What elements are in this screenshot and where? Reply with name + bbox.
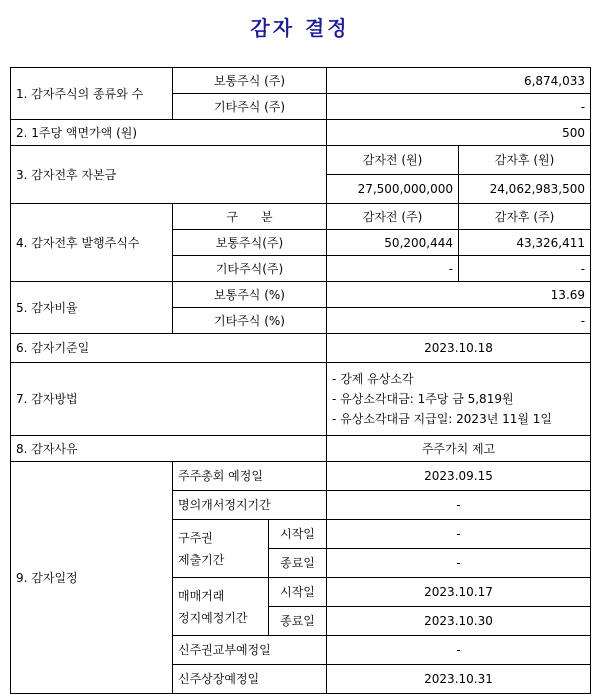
value-meeting-date: 2023.09.15 — [327, 462, 591, 491]
label-listing-date: 신주상장예정일 — [173, 665, 327, 694]
label-transfer-suspension: 명의개서정지기간 — [173, 491, 327, 520]
method-line: - 유상소각대금: 1주당 금 5,819원 — [332, 392, 514, 406]
header-issued-before: 감자전 (주) — [327, 204, 459, 230]
label-trade-line1: 매매거래 — [178, 588, 225, 603]
value-capital-after: 24,062,983,500 — [459, 175, 591, 204]
label-issued-shares: 4. 감자전후 발행주식수 — [11, 204, 173, 282]
value-par-value: 500 — [327, 120, 591, 146]
value-record-date: 2023.10.18 — [327, 334, 591, 363]
row-capital-header — [11, 146, 591, 175]
value-issued-common-after: 43,326,411 — [459, 230, 591, 256]
label-old-cert-line1: 구주권 — [178, 530, 213, 545]
label-common-shares: 보통주식 (주) — [173, 68, 327, 94]
value-trade-start: 2023.10.17 — [327, 578, 591, 607]
value-common-shares: 6,874,033 — [327, 68, 591, 94]
row-method — [11, 363, 591, 436]
method-line: - 강제 유상소각 — [332, 372, 414, 386]
value-ratio-other: - — [327, 308, 591, 334]
value-listing-date: 2023.10.31 — [327, 665, 591, 694]
value-trade-end: 2023.10.30 — [327, 607, 591, 636]
value-transfer-suspension: - — [327, 491, 591, 520]
page-title: 감자 결정 — [250, 16, 350, 40]
row-par-value — [11, 120, 591, 146]
value-other-shares: - — [327, 94, 591, 120]
label-trade-end: 종료일 — [269, 607, 327, 636]
value-ratio-common: 13.69 — [327, 282, 591, 308]
value-reason: 주주가치 제고 — [327, 436, 591, 462]
row-schedule-meeting — [11, 462, 591, 491]
label-other-shares: 기타주식 (주) — [173, 94, 327, 120]
row-ratio-common — [11, 282, 591, 308]
value-issued-other-after: - — [459, 256, 591, 282]
method-line: - 유상소각대금 지급일: 2023년 11월 1일 — [332, 412, 553, 426]
label-trade-suspension-period — [173, 578, 269, 636]
row-issued-header — [11, 204, 591, 230]
value-issued-other-before: - — [327, 256, 459, 282]
label-ratio-common: 보통주식 (%) — [173, 282, 327, 308]
value-old-cert-start: - — [327, 520, 591, 549]
label-reason: 8. 감자사유 — [11, 436, 327, 462]
value-old-cert-end: - — [327, 549, 591, 578]
label-old-cert-start: 시작일 — [269, 520, 327, 549]
value-method — [327, 363, 591, 436]
label-schedule: 9. 감자일정 — [11, 462, 173, 694]
value-new-cert-date: - — [327, 636, 591, 665]
label-meeting-date: 주주총회 예정일 — [173, 462, 327, 491]
label-method: 7. 감자방법 — [11, 363, 327, 436]
value-issued-common-before: 50,200,444 — [327, 230, 459, 256]
header-division: 구 분 — [173, 204, 327, 230]
row-record-date — [11, 334, 591, 363]
header-capital-after: 감자후 (원) — [459, 146, 591, 175]
label-old-cert-line2: 제출기간 — [178, 552, 225, 567]
row-reason — [11, 436, 591, 462]
label-par-value: 2. 1주당 액면가액 (원) — [11, 120, 327, 146]
header-capital-before: 감자전 (원) — [327, 146, 459, 175]
label-trade-line2: 정지예정기간 — [178, 610, 248, 625]
label-record-date: 6. 감자기준일 — [11, 334, 327, 363]
label-shares-reduced: 1. 감자주식의 종류와 수 — [11, 68, 173, 120]
label-old-cert-end: 종료일 — [269, 549, 327, 578]
header-issued-after: 감자후 (주) — [459, 204, 591, 230]
label-issued-other: 기타주식(주) — [173, 256, 327, 282]
label-old-cert-period — [173, 520, 269, 578]
row-shares-reduced-common — [11, 68, 591, 94]
value-capital-before: 27,500,000,000 — [327, 175, 459, 204]
label-issued-common: 보통주식(주) — [173, 230, 327, 256]
label-ratio-other: 기타주식 (%) — [173, 308, 327, 334]
label-trade-start: 시작일 — [269, 578, 327, 607]
label-new-cert-date: 신주권교부예정일 — [173, 636, 327, 665]
label-capital: 3. 감자전후 자본금 — [11, 146, 327, 204]
capital-reduction-table — [10, 67, 591, 694]
label-reduction-ratio: 5. 감자비율 — [11, 282, 173, 334]
